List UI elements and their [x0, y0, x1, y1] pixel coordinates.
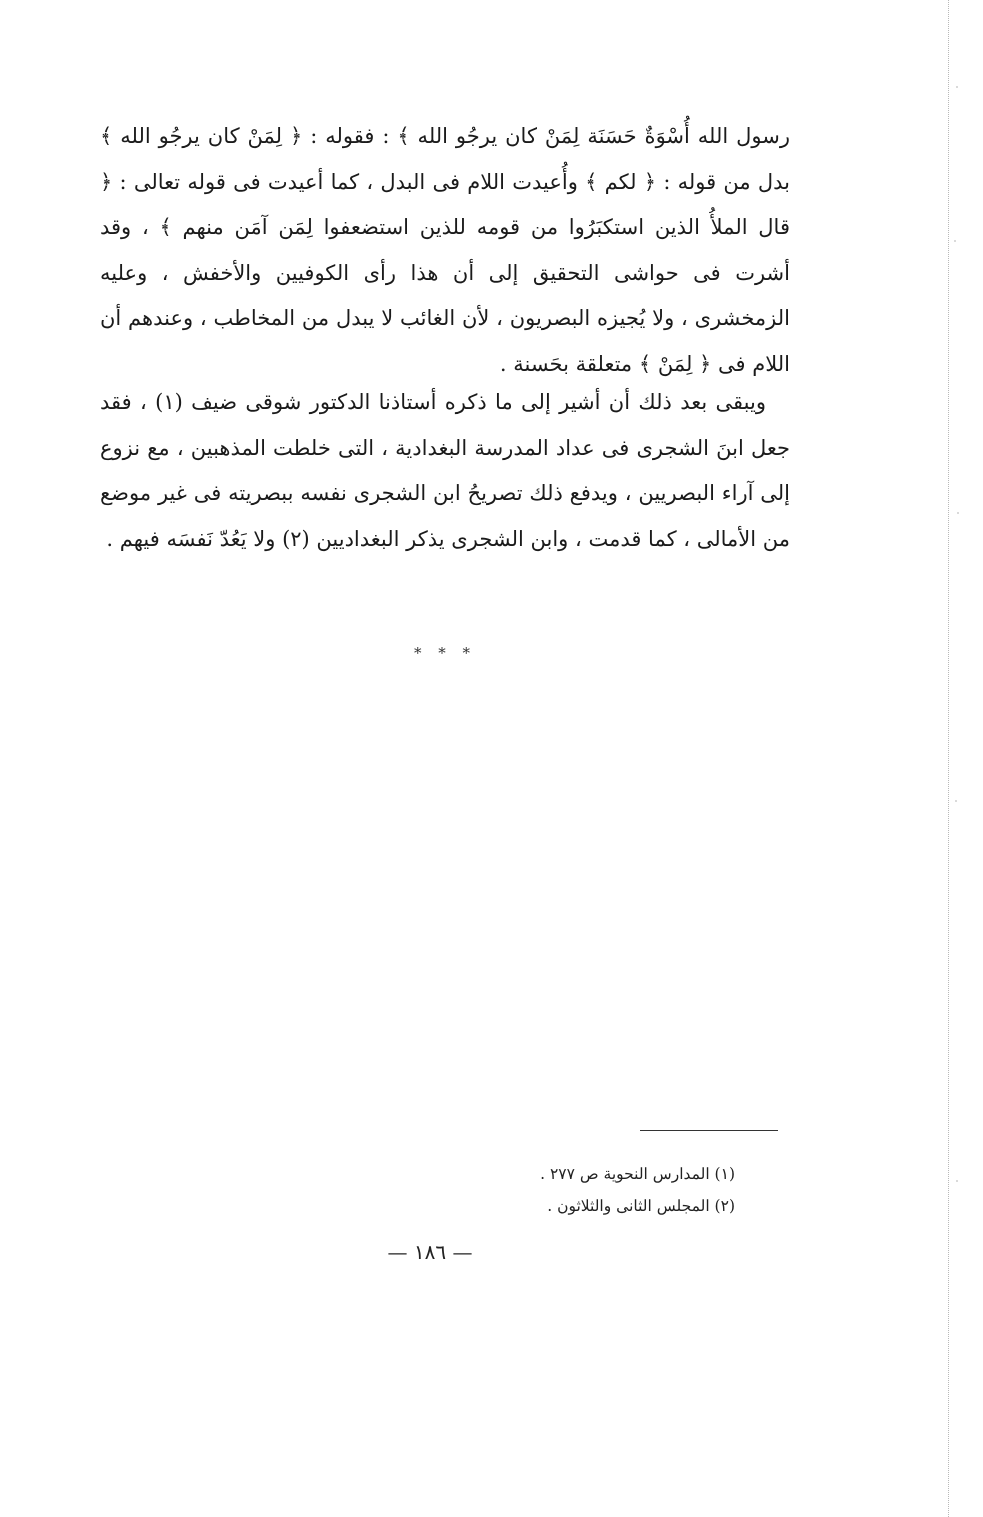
footnote-divider [640, 1130, 778, 1131]
footnotes [400, 1158, 735, 1222]
scan-edge-line [948, 0, 949, 1517]
section-separator: * * * [413, 644, 477, 662]
paragraph-1-text: رسول الله أُسْوَةٌ حَسَنَة لِمَنْ كان يرجُو الله ﴾ : فقوله : ﴿ لِمَنْ كان يرجُو الله ﴾ بدل من قوله : ﴿ لكم ﴾ وأُعيدت اللام فى البدل ، كما أعيدت فى قوله تعالى : ﴿ قال الملأُ الذين استكبَرُوا من قومه للذين استضعفوا لِمَن آمَن منهم ﴾ ، وقد أشرت فى حواشى التحقيق إلى أن هذا رأى الكوفيين والأخفش ، وعليه الزمخشرى ، ولا يُجيزه البصريون ، لأن الغائب لا يبدل من المخاطب ، وعندهم أن اللام فى ﴿ لِمَنْ ﴾ متعلقة بحَسنة . [100, 124, 790, 376]
scan-speck [956, 1180, 958, 1182]
footnote-2: (٢) المجلس الثانى والثلاثون . [547, 1197, 735, 1215]
scan-speck [955, 800, 957, 802]
paragraph-1 [100, 114, 790, 387]
paragraph-2 [100, 380, 790, 562]
footnote-1: (١) المدارس النحوية ص ٢٧٧ . [540, 1165, 735, 1183]
scan-speck [957, 512, 959, 514]
paragraph-2-text: ويبقى بعد ذلك أن أشير إلى ما ذكره أستاذنا الدكتور شوقى ضيف (١) ، فقد جعل ابنَ الشجرى فى عداد المدرسة البغدادية ، التى خلطت المذهبين ، مع نزوع إلى آراء البصريين ، ويدفع ذلك تصريحُ ابن الشجرى نفسه ببصريته فى غير موضع من الأمالى ، كما قدمت ، وابن الشجرى يذكر البغداديين (٢) ولا يَعُدّ نَفسَه فيهم . [100, 390, 790, 551]
scan-speck [954, 240, 956, 242]
scan-speck [956, 86, 958, 88]
page-number: — ١٨٦ — [387, 1240, 473, 1264]
